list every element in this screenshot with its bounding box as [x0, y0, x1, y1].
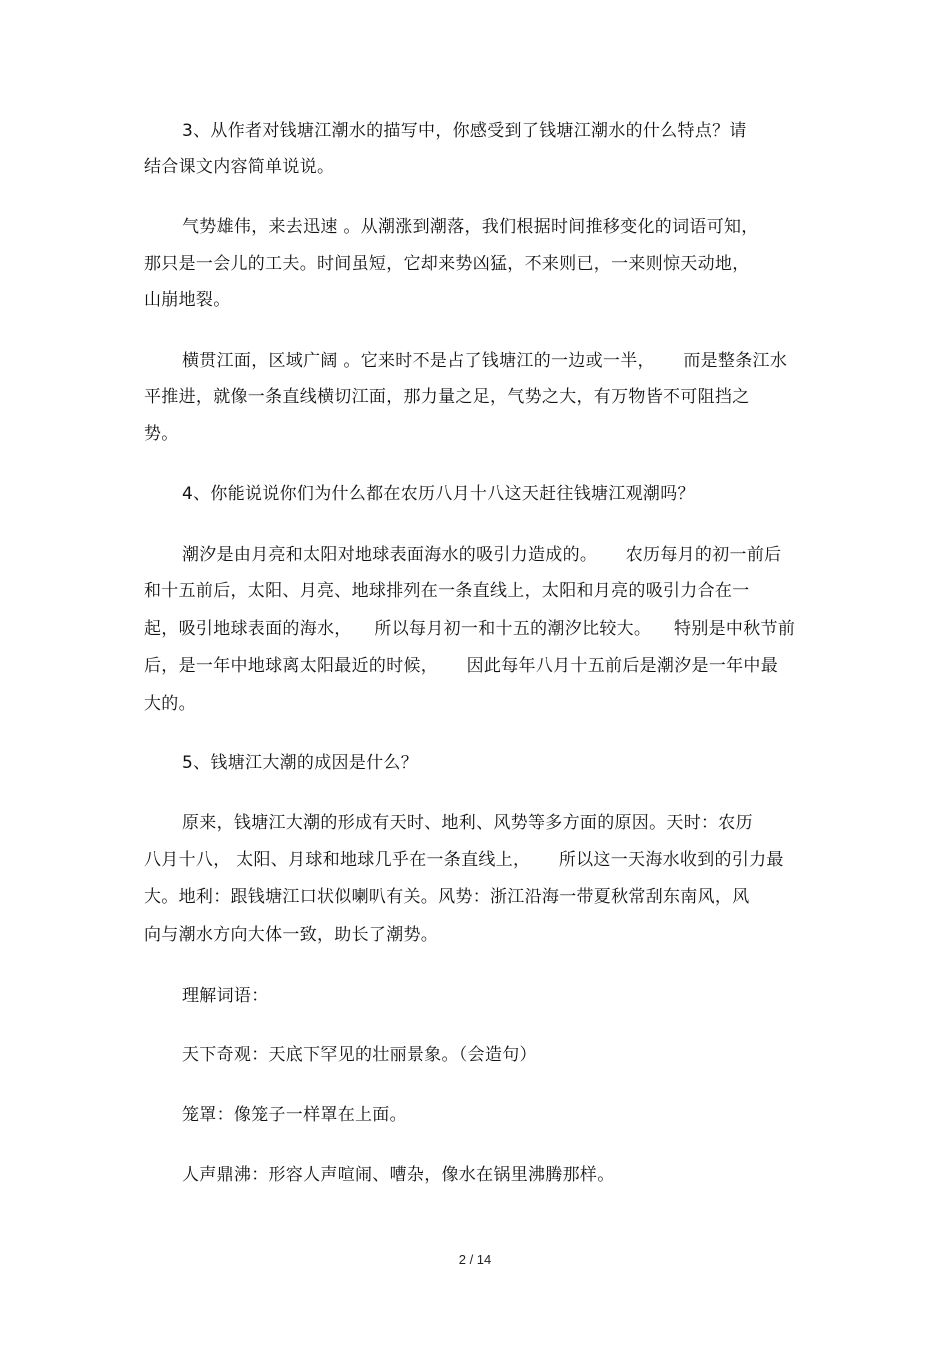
answer-3b-line-1: 横贯江面，区域广阔 。它来时不是占了钱塘江的一边或一半， 而是整条江水 — [182, 351, 788, 371]
answer-4-line-4: 后，是一年中地球离太阳最近的时候， 因此每年八月十五前后是潮汐是一年中最 — [144, 656, 779, 676]
answer-4-line-3: 起，吸引地球表面的海水， 所以每月初一和十五的潮汐比较大。 特别是中秋节前 — [144, 619, 796, 639]
answer-4-line-5: 大的。 — [144, 694, 196, 714]
answer-5-line-2: 八月十八， 太阳、月球和地球几乎在一条直线上， 所以这一天海水收到的引力最 — [144, 850, 784, 870]
question-4-line-1: 4、你能说说你们为什么都在农历八月十八这天赶往钱塘江观潮吗？ — [182, 484, 695, 504]
vocab-heading: 理解词语： — [182, 986, 269, 1006]
vocab-item-2: 笼罩：像笼子一样罩在上面。 — [182, 1105, 407, 1125]
answer-3a-line-2: 那只是一会儿的工夫。时间虽短，它却来势凶猛，不来则已，一来则惊天动地， — [144, 254, 750, 274]
vocab-item-1: 天下奇观：天底下罕见的壮丽景象。（会造句） — [182, 1045, 537, 1065]
answer-3a-line-1: 气势雄伟，来去迅速 。从潮涨到潮落，我们根据时间推移变化的词语可知， — [182, 217, 759, 237]
answer-5-line-1: 原来，钱塘江大潮的形成有天时、地利、风势等多方面的原因。天时：农历 — [182, 813, 753, 833]
answer-5-line-3: 大。地利：跟钱塘江口状似喇叭有关。风势：浙江沿海一带夏秋常刮东南风，风 — [144, 887, 750, 907]
answer-4-line-1: 潮汐是由月亮和太阳对地球表面海水的吸引力造成的。 农历每月的初一前后 — [182, 545, 782, 565]
question-5-line-1: 5、钱塘江大潮的成因是什么？ — [182, 753, 419, 773]
page-number: 2 / 14 — [458, 1252, 492, 1267]
answer-3b-line-3: 势。 — [144, 424, 179, 444]
answer-3b-line-2: 平推进，就像一条直线横切江面，那力量之足，气势之大，有万物皆不可阻挡之 — [144, 387, 750, 407]
vocab-item-3: 人声鼎沸：形容人声喧闹、嘈杂，像水在锅里沸腾那样。 — [182, 1165, 615, 1185]
answer-3a-line-3: 山崩地裂。 — [144, 290, 231, 310]
answer-4-line-2: 和十五前后，太阳、月亮、地球排列在一条直线上，太阳和月亮的吸引力合在一 — [144, 581, 750, 601]
question-3-line-2: 结合课文内容简单说说。 — [144, 157, 335, 177]
question-3-line-1: 3、从作者对钱塘江潮水的描写中，你感受到了钱塘江潮水的什么特点？请 — [182, 121, 747, 141]
answer-5-line-4: 向与潮水方向大体一致，助长了潮势。 — [144, 925, 439, 945]
